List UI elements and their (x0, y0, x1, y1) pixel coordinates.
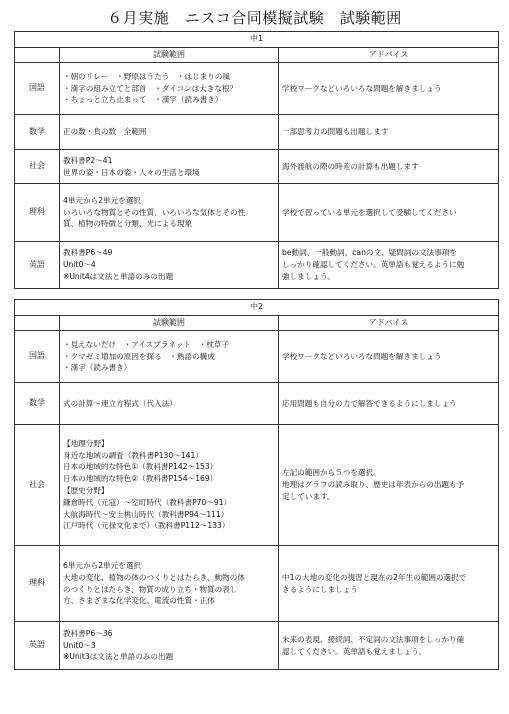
advice-line: 一部思考力の問題も出題します (282, 127, 389, 137)
scope-line: 大地の変化、植物の体のつくりとはたらき、動物の体 (63, 572, 245, 582)
table-row (15, 425, 499, 546)
subject-label: 国語 (15, 63, 60, 115)
advice-cell (279, 150, 499, 184)
advice-line: 未来の表現、接続詞、不定詞の文法事項をしっかり確 (282, 634, 465, 644)
scope-line: 大航海時代～安土桃山時代（教科書P94～111） (63, 509, 229, 519)
scope-cell (60, 331, 279, 383)
advice-line: 学校ワークなどいろいろな問題を解きましょう (282, 83, 442, 93)
scope-line: 6単元から2単元を選択 (63, 560, 142, 570)
advice-line: 認してください。英単語も覚えましょう。 (282, 646, 427, 656)
advice-line: 左記の範囲から５つを選択。 (282, 468, 381, 478)
subject-label: 数学 (15, 383, 60, 425)
scope-line: 世界の姿・日本の姿・人々の生活と環境 (63, 167, 200, 177)
subject-label: 国語 (15, 331, 60, 383)
scope-line: ・見えないだけ ・アイスプラネット ・枕草子 (63, 339, 230, 349)
advice-line: 学校で習っている単元を選択して受験してください (282, 207, 457, 217)
advice-line: しっかり確認してください。英単語も覚えるように勉 (282, 260, 465, 270)
scope-line: 江戸時代（元禄文化まで）（教科書P112～133） (63, 521, 230, 531)
table-row (15, 383, 499, 425)
advice-line: 応用問題も自分の力で解答できるようにしましょう (282, 398, 457, 408)
table-row (15, 331, 499, 383)
advice-cell (279, 242, 499, 289)
scope-cell (60, 242, 279, 289)
advice-line: 強しましょう。 (282, 271, 336, 281)
scope-line: 式の計算～連立方程式（代入法） (63, 398, 177, 408)
scope-line: ・ちょっと立ち止まって ・漢字（読み書き） (63, 95, 223, 105)
page-title: ６月実施 ニスコ合同模擬試験 試験範囲 (107, 9, 402, 27)
advice-line: 定しています。 (282, 491, 335, 501)
scope-line: ※Unit4は文法と単語のみの出題 (63, 271, 174, 281)
scope-line: ・クマゼミ増加の原因を探る ・熟語の構成 (63, 351, 215, 361)
advice-line: 地理はグラフの読み取り、歴史は年表からの出題も予 (282, 480, 465, 490)
advice-cell (279, 425, 499, 546)
advice-line: be動詞、一般動詞、canの文、疑問詞の文法事項を (282, 248, 458, 258)
table-row (15, 546, 499, 622)
subject-label: 社会 (15, 150, 60, 184)
advice-cell (279, 331, 499, 383)
scope-line: 【地理分野】 (63, 438, 109, 448)
scope-cell (60, 383, 279, 425)
scope-line: Unit0～4 (63, 260, 96, 270)
scope-line: ※Unit3は文法と単語のみの出題 (63, 652, 174, 662)
scope-line: 鎌倉時代（元寇）～室町時代（教科書P70～91） (63, 497, 232, 507)
subject-label: 理科 (15, 546, 60, 622)
advice-cell (279, 546, 499, 622)
subject-label: 数学 (15, 115, 60, 150)
table-row (15, 242, 499, 289)
subject-label: 社会 (15, 425, 60, 546)
scope-line: 質、植物の特徴と分類、光による現象 (63, 219, 193, 229)
scope-line: ・朝のリレー ・野原はうたう ・はじまりの風 (63, 71, 231, 81)
table-row (15, 184, 499, 242)
subject-label: 英語 (15, 242, 60, 289)
header-subject-blank (15, 48, 60, 63)
scope-cell (60, 115, 279, 150)
header-subject-blank (15, 316, 60, 331)
scope-cell (60, 546, 279, 622)
header-scope: 試験範囲 (60, 316, 279, 331)
scope-line: いろいろな物質とその性質、いろいろな気体とその性 (63, 207, 246, 217)
grade1-table (14, 31, 499, 289)
table-row (15, 63, 499, 115)
scope-line: 教科書P6～49 (63, 248, 113, 258)
grade-label: 中2 (15, 300, 499, 316)
scope-cell (60, 150, 279, 184)
advice-cell (279, 383, 499, 425)
scope-line: 方、さまざまな化学変化、電流の性質・正体 (63, 596, 215, 606)
header-advice: アドバイス (279, 316, 499, 331)
advice-cell (279, 622, 499, 670)
advice-line: 中1の大地の変化の復習と現在の2年生の範囲の選択で (282, 572, 467, 582)
scope-cell (60, 622, 279, 670)
scope-line: 【歴史分野】 (63, 486, 109, 495)
scope-line: ・漢字の組み立てと部首 ・ダイコンは大きな根？ (63, 83, 238, 93)
scope-line: Unit0～3 (63, 640, 96, 650)
advice-cell (279, 115, 499, 150)
subject-label: 理科 (15, 184, 60, 242)
table-row (15, 115, 499, 150)
scope-line: 教科書P2～41 (63, 155, 113, 165)
scope-cell (60, 63, 279, 115)
grade-label: 中1 (15, 32, 499, 48)
subject-label: 英語 (15, 622, 60, 670)
table-row (15, 622, 499, 670)
advice-line: きるようにしましょう (282, 584, 358, 594)
grade2-table (14, 299, 499, 670)
scope-cell (60, 184, 279, 242)
scope-line: のつくりとはたらき、物質の成り立ち・物質の表し (63, 584, 238, 594)
table-row (15, 150, 499, 184)
scope-line: 正の数・負の数 全範囲 (63, 127, 147, 137)
advice-line: 学校ワークなどいろいろな問題を解きましょう (282, 351, 442, 361)
header-advice: アドバイス (279, 48, 499, 63)
scope-line: 日本の地域的な特色②（教科書P154～169） (63, 474, 218, 484)
scope-line: ・漢字（読み書き） (63, 363, 132, 373)
scope-line: 4単元から2単元を選択 (63, 195, 142, 205)
header-scope: 試験範囲 (60, 48, 279, 63)
advice-cell (279, 63, 499, 115)
scope-line: 日本の地域的な特色①（教科書P142～153） (63, 462, 218, 472)
advice-line: 海外渡航の際の時差の計算も出題します (282, 161, 419, 171)
scope-cell (60, 425, 279, 546)
scope-line: 身近な地域の調査（教科書P130～141） (63, 450, 203, 460)
scope-line: 教科書P6～36 (63, 628, 113, 638)
advice-cell (279, 184, 499, 242)
